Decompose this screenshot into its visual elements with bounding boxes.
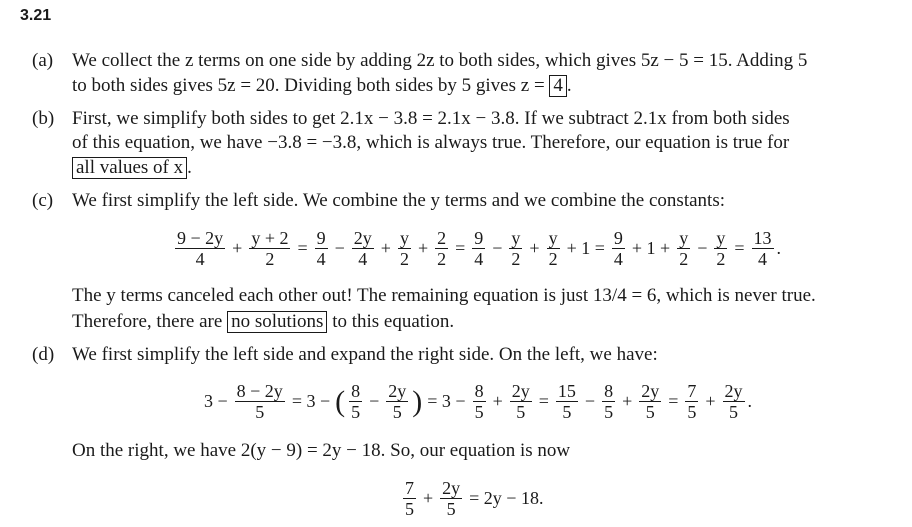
operator: + 1 + (631, 238, 671, 258)
frac-num: 2y (442, 478, 461, 498)
frac-num: y (716, 228, 726, 248)
frac (315, 228, 328, 269)
frac-den: 5 (604, 402, 614, 422)
frac-num: 2y (388, 381, 407, 401)
equation-rest: = 2y − 18. (469, 488, 544, 508)
frac-den: 4 (474, 249, 484, 269)
frac-den: 5 (474, 402, 484, 422)
operator: + 1 = (566, 238, 605, 258)
frac (435, 228, 448, 269)
part-a-line1: We collect the z terms on one side by adding 2z to both sides, which gives 5z − 5 = 15. Adding 5 (72, 50, 808, 71)
equals-sign: = (538, 391, 549, 411)
part-c-line3-text: Therefore, there are (72, 311, 223, 332)
frac-num: 13 (753, 228, 772, 248)
frac-den: 2 (399, 249, 409, 269)
frac (547, 228, 560, 269)
frac-den: 4 (613, 249, 623, 269)
part-c-line3-end: to this equation. (332, 311, 455, 332)
frac (440, 478, 462, 519)
problem-number: 3.21 (20, 7, 52, 24)
operator: − (334, 238, 345, 258)
frac-den: 5 (255, 402, 265, 422)
equals-sign: = (297, 238, 308, 258)
operator: + (622, 391, 633, 411)
frac (175, 228, 225, 269)
frac-den: 2 (716, 249, 726, 269)
part-c-equation (172, 228, 781, 269)
part-b-label: (b) (32, 108, 55, 129)
operator: = 3 − (291, 391, 331, 411)
frac (473, 381, 486, 422)
frac-den: 2 (511, 249, 521, 269)
frac (249, 228, 290, 269)
frac (235, 381, 285, 422)
frac (612, 228, 625, 269)
frac-den: 5 (562, 402, 572, 422)
frac-den: 5 (687, 402, 697, 422)
operator: − (584, 391, 596, 411)
part-b-line2: of this equation, we have −3.8 = −3.8, which is always true. Therefore, our equation is true for (72, 132, 790, 153)
frac-den: 2 (437, 249, 447, 269)
frac-den: 5 (405, 499, 414, 519)
frac-num: 9 (474, 228, 484, 248)
frac-num: 7 (687, 381, 697, 401)
frac-den: 5 (392, 402, 402, 422)
equals-sign: = (455, 238, 466, 258)
part-c-line1: We first simplify the left side. We combine the y terms and we combine the constants: (72, 190, 725, 211)
frac (752, 228, 774, 269)
frac-num: 8 (604, 381, 614, 401)
frac (403, 478, 416, 519)
part-a-line2-text: to both sides gives 5z = 20. Dividing both sides by 5 gives z = (72, 75, 545, 96)
frac-num: 8 (351, 381, 361, 401)
equals-sign: = (734, 238, 745, 258)
frac (602, 381, 615, 422)
frac-num: 9 (613, 228, 623, 248)
right-paren: ) (412, 384, 423, 418)
frac-num: y + 2 (251, 228, 289, 248)
operator: − (369, 391, 380, 411)
part-d-equation (200, 381, 752, 422)
frac-den: 5 (516, 402, 526, 422)
frac (349, 381, 362, 422)
frac (509, 228, 522, 269)
operator: + (705, 391, 716, 411)
part-c-answer-box: no solutions (227, 311, 327, 333)
frac-num: y (548, 228, 558, 248)
frac (510, 381, 532, 422)
frac-den: 4 (358, 249, 368, 269)
frac-num: 15 (557, 381, 576, 401)
period: . (747, 391, 753, 411)
operator: + (232, 238, 243, 258)
part-b-line3-end: . (187, 157, 192, 178)
part-d-final-equation (400, 478, 547, 519)
part-a-line2-end: . (566, 75, 572, 96)
frac (723, 381, 745, 422)
frac-den: 2 (548, 249, 558, 269)
part-c-line3 (72, 311, 454, 333)
frac-den: 4 (316, 249, 326, 269)
part-b-line3 (72, 157, 192, 179)
frac-num: y (399, 228, 409, 248)
frac (639, 381, 661, 422)
left-paren: ( (335, 384, 346, 418)
frac (398, 228, 411, 269)
frac (677, 228, 690, 269)
frac-den: 2 (265, 249, 275, 269)
frac (472, 228, 485, 269)
frac-den: 5 (645, 402, 655, 422)
frac (352, 228, 374, 269)
period: . (776, 238, 781, 258)
frac-den: 5 (729, 402, 739, 422)
part-a-answer-box: 4 (549, 75, 567, 97)
frac-num: y (679, 228, 689, 248)
frac-num: 2 (437, 228, 447, 248)
frac-num: 2y (641, 381, 660, 401)
part-b-answer-box: all values of x (72, 157, 187, 179)
part-c-label: (c) (32, 190, 54, 211)
operator: + (417, 238, 429, 258)
part-c-line2: The y terms canceled each other out! The remaining equation is just 13/4 = 6, which is never true. (72, 285, 816, 306)
part-a-line2 (72, 75, 572, 97)
frac (556, 381, 578, 422)
operator: + (492, 391, 503, 411)
frac-num: 8 − 2y (236, 381, 283, 401)
frac-den: 5 (351, 402, 361, 422)
operator: + (529, 238, 540, 258)
frac (386, 381, 408, 422)
frac-num: 2y (724, 381, 743, 401)
frac (714, 228, 727, 269)
frac-num: 9 (316, 228, 326, 248)
operator: − (697, 238, 708, 258)
frac-den: 2 (679, 249, 689, 269)
part-a-label: (a) (32, 50, 54, 71)
frac-num: 7 (405, 478, 414, 498)
frac-den: 5 (446, 499, 456, 519)
part-d-label: (d) (32, 344, 55, 365)
operator: + (380, 238, 391, 258)
frac-num: 9 − 2y (177, 228, 224, 248)
operator: 3 − (204, 391, 228, 411)
frac-num: 2y (511, 381, 530, 401)
frac-num: 2y (353, 228, 372, 248)
operator: − (492, 238, 503, 258)
frac-den: 4 (195, 249, 205, 269)
part-d-line1: We first simplify the left side and expand the right side. On the left, we have: (72, 344, 658, 365)
frac (685, 381, 698, 422)
equals-sign: = (668, 391, 679, 411)
frac-num: y (511, 228, 521, 248)
operator: + (423, 488, 434, 508)
part-d-line2: On the right, we have 2(y − 9) = 2y − 18. So, our equation is now (72, 440, 571, 461)
operator: = 3 − (427, 391, 466, 411)
part-b-line1: First, we simplify both sides to get 2.1x − 3.8 = 2.1x − 3.8. If we subtract 2.1x from both sides (72, 108, 790, 129)
frac-num: 8 (474, 381, 484, 401)
frac-den: 4 (758, 249, 767, 269)
